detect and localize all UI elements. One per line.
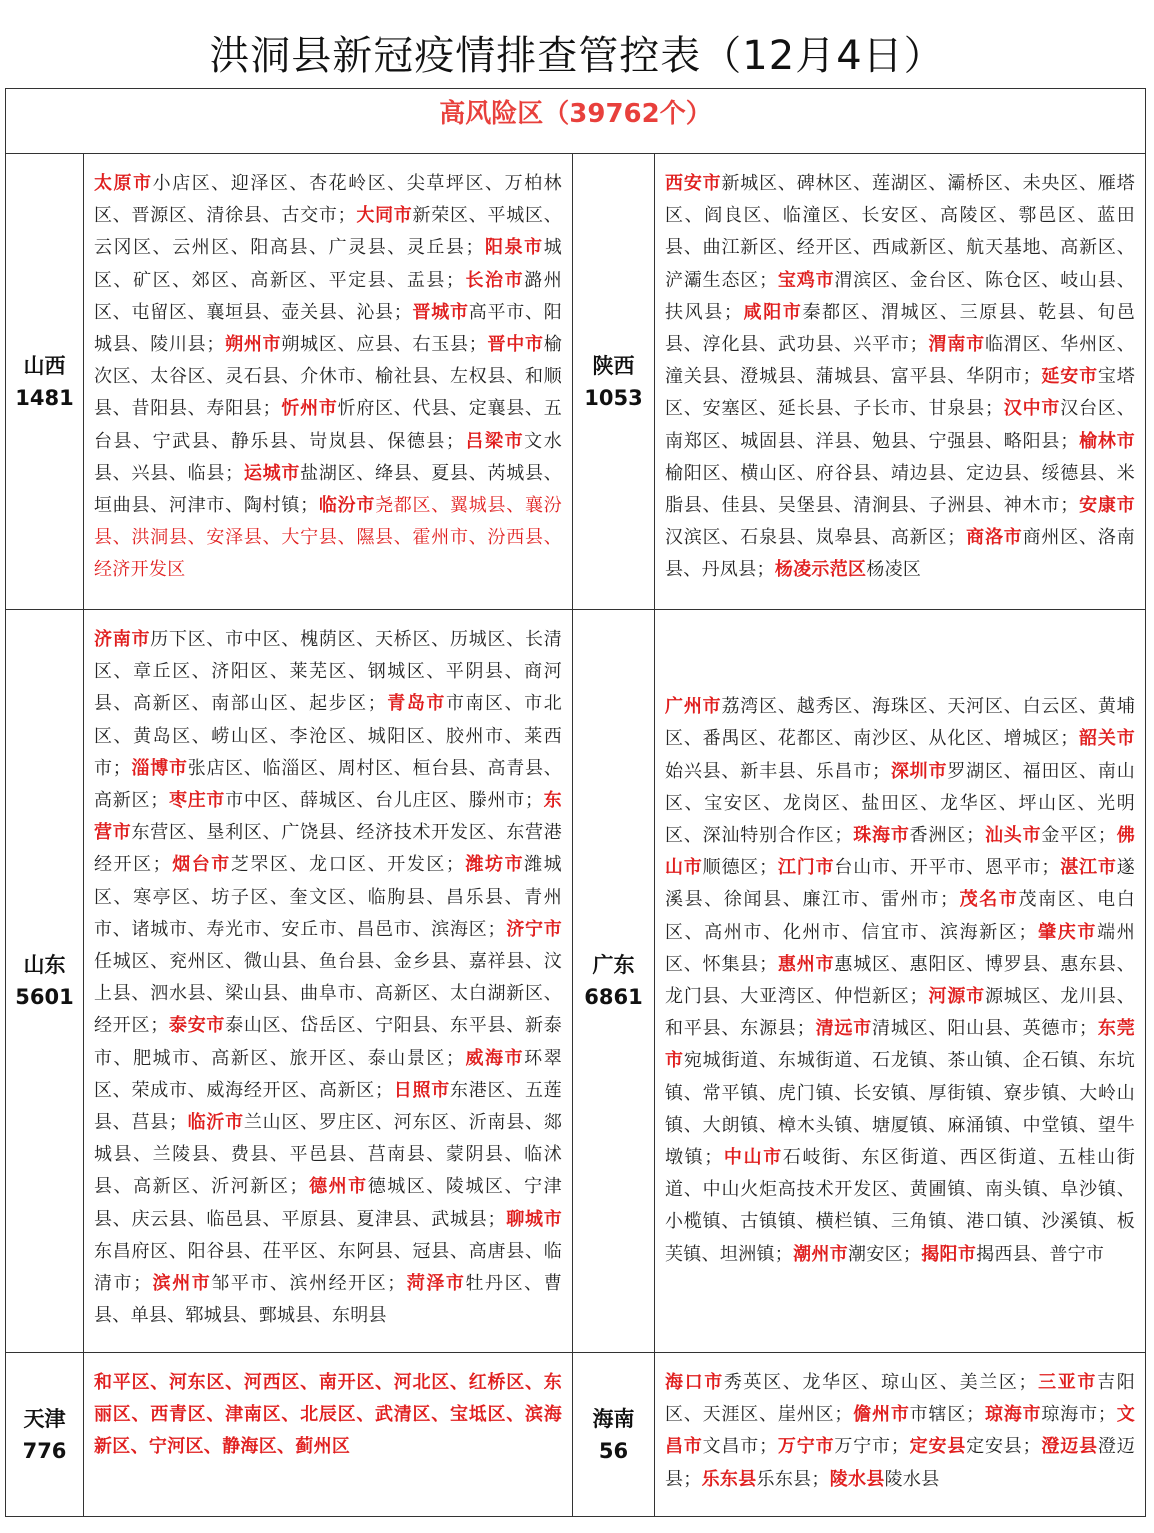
city-name: 日照市 (393, 1079, 450, 1101)
city-name: 肇庆市 (1036, 921, 1098, 943)
city-name: 大同市 (355, 205, 413, 227)
district-list: 小店区、迎泽区、杏花岭区、尖草坪区、万柏林区、晋源区、清徐县、古交市； (94, 173, 562, 227)
table-row (6, 610, 1146, 1353)
city-name: 商洛市 (965, 527, 1023, 549)
city-name: 茂名市 (958, 889, 1019, 911)
city-name: 揭阳市 (921, 1243, 977, 1265)
city-name: 杨凌示范区 (774, 559, 867, 581)
district-list: 始兴县、新丰县、乐昌市； (665, 760, 891, 782)
city-name: 澄迈县 (1040, 1436, 1098, 1458)
district-list: 定安县； (966, 1436, 1041, 1458)
district-list: 渭滨区、金台区、陈仓区、岐山县、扶风县； (665, 269, 1136, 323)
district-list: 环翠区、荣成市、威海经开区、高新区； (94, 1047, 562, 1101)
district-list: 邹平市、滨州经开区； (211, 1273, 406, 1295)
city-name: 儋州市 (852, 1404, 910, 1426)
district-list: 茂南区、电白区、高州市、化州市、信宜市、滨海新区； (665, 889, 1136, 943)
province-name: 山西 (23, 353, 66, 378)
district-list: 榆次区、太谷区、灵石县、介休市、榆社县、左权县、和顺县、昔阳县、寿阳县； (94, 334, 562, 420)
city-name: 榆林市 (1078, 430, 1136, 452)
city-name: 太原市 (94, 173, 153, 194)
district-list: 市辖区； (909, 1404, 985, 1426)
district-list: 潍城区、寒亭区、坊子区、奎文区、临朐县、昌乐县、青州市、诸城市、寿光市、安丘市、昌邑市、滨海区； (94, 854, 562, 940)
district-list: 潞州区、屯留区、襄垣县、壶关县、沁县； (94, 269, 562, 323)
district-list: 潮安区； (848, 1243, 922, 1265)
province-cell (573, 610, 655, 1353)
city-name: 宝鸡市 (777, 269, 835, 291)
city-name: 聊城市 (505, 1208, 562, 1230)
city-name: 韶关市 (1078, 728, 1136, 750)
district-list: 宛城街道、东城街道、石龙镇、茶山镇、企石镇、东坑镇、常平镇、虎门镇、长安镇、厚街镇、寮步镇、大岭山镇、大朗镇、樟木头镇、塘厦镇、麻涌镇、中堂镇、望牛墩镇； (665, 1050, 1136, 1169)
city-name: 河源市 (927, 986, 985, 1007)
area-list (655, 1353, 1146, 1517)
district-list: 杨凌区 (866, 559, 922, 581)
district-list: 东港区、五莲县、莒县； (94, 1079, 562, 1134)
province-cell (573, 154, 655, 610)
district-list: 顺德区； (702, 857, 778, 879)
district-list: 文水县、兴县、临县； (94, 430, 562, 484)
city-name: 定安县 (909, 1436, 967, 1458)
province-name: 广东 (592, 953, 635, 977)
city-name: 晋中市 (487, 334, 544, 356)
district-list: 市南区、市北区、黄岛区、崂山区、李沧区、城阳区、胶州市、莱西市； (94, 693, 562, 779)
city-name: 中山市 (722, 1147, 783, 1169)
province-cell (6, 1353, 84, 1517)
district-list: 金平区； (1041, 824, 1117, 846)
district-list: 吉阳区、天涯区、崖州区； (665, 1372, 1136, 1426)
district-list: 城区、矿区、郊区、高新区、平定县、盂县； (94, 237, 562, 291)
city-name: 青岛市 (386, 693, 446, 715)
city-name: 咸阳市 (742, 301, 803, 323)
district-list: 商州区、洛南县、丹凤县； (665, 527, 1136, 581)
district-list: 盐湖区、绛县、夏县、芮城县、垣曲县、河津市、陶村镇； (94, 462, 563, 517)
district-list: 石岐街、东区街道、西区街道、五桂山街道、中山火炬高技术开发区、黄圃镇、南头镇、阜沙镇、小榄镇、古镇镇、横栏镇、三角镇、港口镇、沙溪镇、板芙镇、坦洲镇； (665, 1147, 1136, 1265)
city-name: 渭南市 (927, 334, 985, 356)
area-list (84, 610, 573, 1353)
city-name: 珠海市 (852, 824, 910, 846)
district-list: 遂溪县、徐闻县、廉江市、雷州市； (665, 857, 1136, 911)
table-row (6, 1353, 1146, 1517)
city-name: 泰安市 (168, 1015, 226, 1037)
city-name: 江门市 (777, 857, 835, 879)
district-list: 尧都区、翼城县、襄汾县、洪洞县、安泽县、大宁县、隰县、霍州市、汾西县、经济开发区 (94, 495, 562, 581)
district-list: 惠城区、惠阳区、博罗县、惠东县、龙门县、大亚湾区、仲恺新区； (665, 953, 1136, 1007)
city-name: 威海市 (464, 1047, 525, 1069)
province-count: 56 (598, 1438, 629, 1463)
city-name: 广州市 (665, 696, 722, 718)
city-name: 菏泽市 (405, 1273, 466, 1295)
city-name: 延安市 (1040, 366, 1098, 388)
district-list: 忻府区、代县、定襄县、五台县、宁武县、静乐县、岢岚县、保德县； (94, 398, 562, 452)
city-name: 乐东县 (701, 1468, 757, 1490)
city-name: 西安市 (665, 173, 722, 194)
district-list: 德城区、陵城区、宁津县、庆云县、临邑县、平原县、夏津县、武城县； (94, 1176, 562, 1230)
province-count: 1481 (15, 385, 74, 410)
area-list (84, 154, 573, 610)
district-list: 历下区、市中区、槐荫区、天桥区、历城区、长清区、章丘区、济阳区、莱芜区、钢城区、平阴县、商河县、高新区、南部山区、起步区； (94, 629, 562, 715)
area-list (655, 154, 1146, 610)
province-name: 海南 (592, 1406, 635, 1431)
city-name: 滨州市 (151, 1273, 212, 1295)
city-name: 和平区、河东区、河西区、南开区、河北区、红桥区、东丽区、西青区、津南区、北辰区、武清区、宝坻区、滨海新区、宁河区、静海区、蓟州区 (94, 1372, 562, 1458)
city-name: 临沂市 (187, 1112, 244, 1134)
district-list: 芝罘区、龙口区、开发区； (230, 854, 465, 876)
district-list: 高平市、阳城县、陵川县； (94, 301, 562, 356)
district-list: 源城区、龙川县、和平县、东源县； (665, 986, 1136, 1040)
province-cell (6, 154, 84, 610)
district-list: 新城区、碑林区、莲湖区、灞桥区、未央区、雁塔区、阎良区、临潼区、长安区、高陵区、鄠邑区、蓝田县、曲江新区、经开区、西咸新区、航天基地、高新区、浐灞生态区； (665, 173, 1136, 291)
city-name: 德州市 (307, 1176, 368, 1198)
city-name: 运城市 (243, 462, 301, 484)
province-name: 天津 (23, 1406, 66, 1431)
district-list: 台山市、开平市、恩平市； (834, 857, 1060, 879)
city-name: 汕头市 (984, 824, 1042, 846)
province-cell (6, 610, 84, 1353)
city-name: 淄博市 (131, 757, 188, 779)
city-name: 济宁市 (505, 918, 562, 940)
high-risk-header: 高风险区（39762个） (439, 99, 712, 129)
control-table (5, 88, 1146, 1517)
district-list: 端州区、怀集县； (665, 921, 1136, 975)
district-list: 张店区、临淄区、周村区、桓台县、高青县、高新区； (94, 757, 563, 812)
city-name: 琼海市 (984, 1404, 1042, 1426)
city-name: 文昌市 (665, 1404, 1136, 1458)
district-list: 汉滨区、石泉县、岚皋县、高新区； (665, 527, 966, 549)
city-name: 长治市 (464, 269, 525, 291)
city-name: 临汾市 (318, 495, 376, 517)
district-list: 宝塔区、安塞区、延长县、子长市、甘泉县； (665, 366, 1136, 420)
district-list: 兰山区、罗庄区、河东区、沂南县、郯城县、兰陵县、费县、平邑县、莒南县、蒙阴县、临沭县、高新区、沂河新区； (94, 1112, 562, 1198)
district-list: 东昌府区、阳谷县、茌平区、东阿县、冠县、高唐县、临清市； (94, 1240, 562, 1295)
district-list: 清城区、阳山县、英德市； (872, 1018, 1098, 1040)
province-count: 776 (22, 1438, 67, 1463)
city-name: 万宁市 (777, 1436, 835, 1458)
city-name: 陵水县 (829, 1468, 885, 1490)
district-list: 新荣区、平城区、云冈区、云州区、阳高县、广灵县、灵丘县； (94, 205, 563, 259)
district-list: 琼海市； (1041, 1404, 1117, 1426)
district-list: 泰山区、岱岳区、宁阳县、东平县、新泰市、肥城市、高新区、旅开区、泰山景区； (94, 1015, 562, 1069)
district-list: 朔城区、应县、右玉县； (281, 334, 488, 356)
province-name: 山东 (23, 953, 66, 977)
city-name: 东莞市 (665, 1018, 1136, 1072)
district-list: 临渭区、华州区、潼关县、澄城县、蒲城县、富平县、华阴市； (665, 334, 1136, 388)
city-name: 东营市 (94, 790, 562, 844)
district-list: 榆阳区、横山区、府谷县、靖边县、定边县、绥德县、米脂县、佳县、吴堡县、清涧县、子洲县、神木市； (665, 462, 1136, 517)
area-list (655, 610, 1146, 1353)
district-list: 澄迈县； (665, 1436, 1136, 1490)
district-list: 揭西县、普宁市 (976, 1243, 1105, 1265)
city-name: 烟台市 (170, 854, 231, 876)
district-list: 秦都区、渭城区、三原县、乾县、旬邑县、淳化县、武功县、兴平市； (665, 301, 1136, 356)
district-list: 牡丹区、曹县、单县、郓城县、鄄城县、东明县 (94, 1273, 562, 1327)
district-list: 罗湖区、福田区、南山区、宝安区、龙岗区、盐田区、龙华区、坪山区、光明区、深汕特别合作区； (665, 760, 1136, 846)
city-name: 潍坊市 (464, 854, 525, 876)
province-count: 1053 (584, 385, 643, 410)
table-row (6, 154, 1146, 610)
district-list: 陵水县 (884, 1468, 940, 1490)
table-header (6, 89, 1146, 154)
city-name: 清远市 (815, 1018, 873, 1040)
district-list: 东营区、垦利区、广饶县、经济技术开发区、东营港经开区； (94, 822, 562, 876)
city-name: 枣庄市 (168, 790, 226, 812)
district-list: 香洲区； (909, 824, 985, 846)
city-name: 佛山市 (665, 824, 1136, 879)
district-list: 文昌市； (702, 1436, 778, 1458)
district-list: 汉台区、南郑区、城固县、洋县、勉县、宁强县、略阳县； (665, 398, 1136, 452)
district-list: 任城区、兖州区、微山县、鱼台县、金乡县、嘉祥县、汶上县、泗水县、梁山县、曲阜市、高新区、太白湖新区、经开区； (94, 951, 562, 1037)
page-title: 洪洞县新冠疫情排查管控表（12月4日） (209, 33, 945, 79)
city-name: 济南市 (94, 629, 151, 650)
city-name: 惠州市 (777, 953, 835, 975)
city-name: 深圳市 (890, 760, 948, 782)
district-list: 万宁市； (834, 1436, 910, 1458)
city-name: 湛江市 (1059, 857, 1117, 879)
city-name: 潮州市 (793, 1243, 849, 1265)
district-list: 乐东县； (756, 1468, 830, 1490)
city-name: 三亚市 (1036, 1372, 1098, 1393)
city-name: 晋城市 (412, 301, 469, 323)
city-name: 安康市 (1078, 495, 1136, 517)
district-list: 秀英区、龙华区、琼山区、美兰区； (723, 1372, 1037, 1393)
city-name: 汉中市 (1003, 398, 1061, 420)
province-cell (573, 1353, 655, 1517)
city-name: 海口市 (665, 1372, 724, 1393)
city-name: 吕梁市 (464, 430, 525, 452)
city-name: 阳泉市 (483, 237, 544, 259)
city-name: 忻州市 (280, 398, 338, 420)
area-list (84, 1353, 573, 1517)
district-list: 荔湾区、越秀区、海珠区、天河区、白云区、黄埔区、番禺区、花都区、南沙区、从化区、增城区； (665, 696, 1136, 750)
city-name: 朔州市 (224, 334, 282, 356)
district-list: 市中区、薛城区、台儿庄区、滕州市； (225, 790, 544, 812)
province-count: 6861 (584, 985, 643, 1009)
province-count: 5601 (15, 985, 74, 1009)
province-name: 陕西 (592, 353, 635, 378)
